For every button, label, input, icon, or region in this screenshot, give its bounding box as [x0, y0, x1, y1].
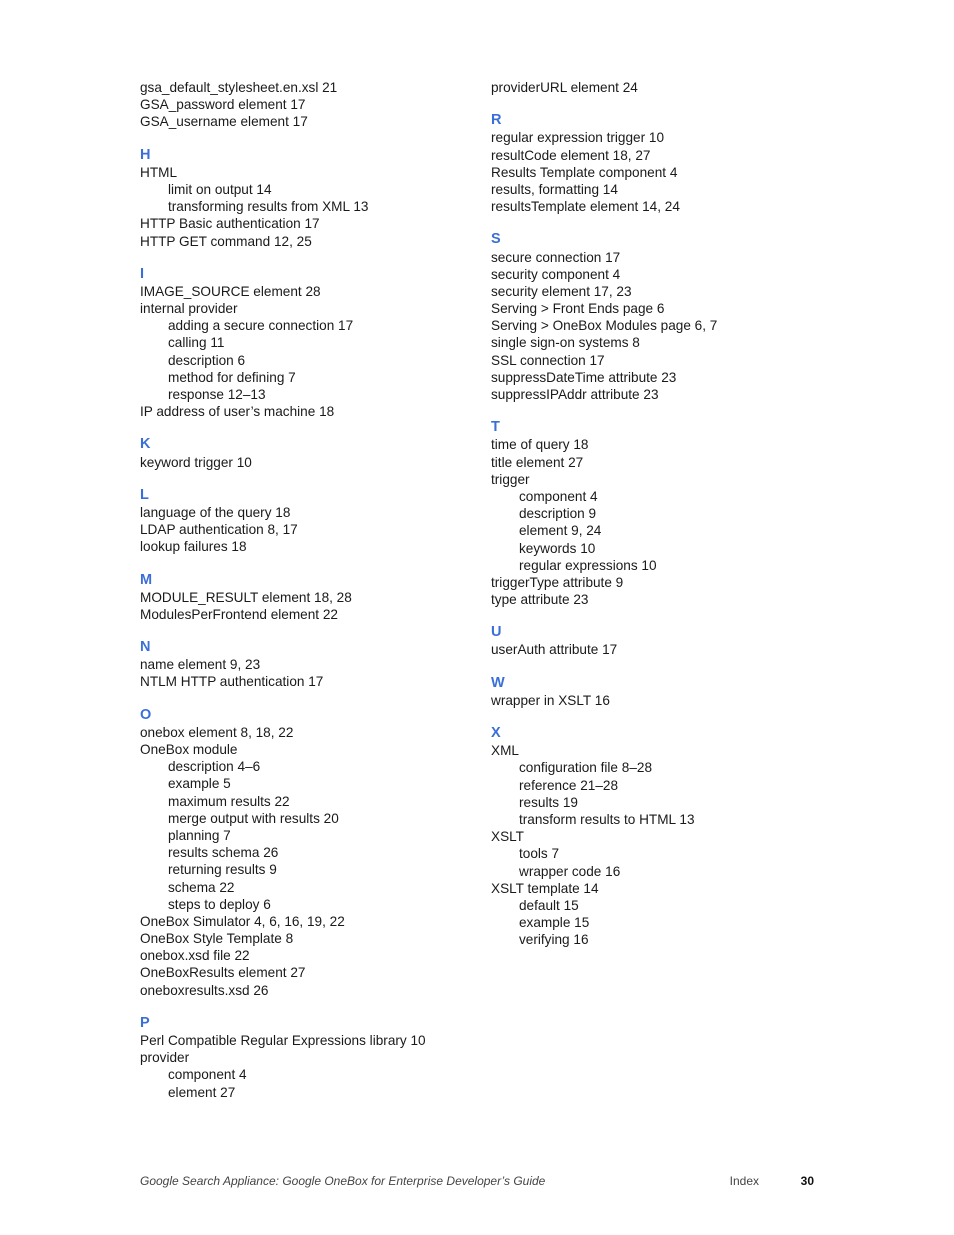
index-entry: title element 27 — [491, 454, 584, 470]
index-section — [140, 266, 485, 421]
index-entry: OneBox Simulator 4, 6, 16, 19, 22 — [140, 913, 345, 929]
index-entry: suppressIPAddr attribute 23 — [491, 387, 659, 402]
index-entry: keyword trigger 10 — [140, 454, 252, 470]
index-letter-heading: S — [491, 231, 501, 248]
index-subentry: maximum results 22 — [168, 793, 290, 809]
index-subentry: response 12–13 — [168, 387, 266, 402]
index-subentry: description 6 — [168, 352, 246, 368]
index-subentry: default 15 — [519, 897, 579, 913]
index-entry: security element 17, 23 — [491, 283, 632, 299]
index-entry: Perl Compatible Regular Expressions library 10 — [140, 1033, 426, 1048]
index-letter-heading: X — [491, 725, 501, 741]
index-entry: SSL connection 17 — [491, 352, 605, 368]
index-subentry: adding a secure connection 17 — [168, 318, 354, 334]
index-entry: GSA_username element 17 — [140, 114, 308, 130]
index-section — [140, 707, 485, 999]
index-section — [140, 639, 485, 691]
index-entry: Results Template component 4 — [491, 164, 678, 180]
index-entry: lookup failures 18 — [140, 539, 247, 555]
index-subentry: reference 21–28 — [519, 777, 619, 793]
index-entry: security component 4 — [491, 266, 621, 282]
index-entry: HTML — [140, 164, 178, 180]
index-section — [140, 487, 485, 556]
index-letter-heading: R — [491, 112, 502, 129]
index-section — [491, 419, 836, 608]
index-entry: resultCode element 18, 27 — [491, 147, 651, 163]
index-subentry: returning results 9 — [168, 862, 277, 878]
index-entry: name element 9, 23 — [140, 657, 261, 673]
index-subentry: transform results to HTML 13 — [519, 811, 695, 827]
index-entry: MODULE_RESULT element 18, 28 — [140, 589, 352, 605]
index-entry: XML — [491, 743, 519, 759]
index-subentry: regular expressions 10 — [519, 557, 657, 573]
index-entry: XSLT template 14 — [491, 880, 599, 896]
index-letter-heading: W — [491, 674, 505, 691]
index-entry: GSA_password element 17 — [140, 97, 306, 113]
index-entry: OneBoxResults element 27 — [140, 965, 306, 981]
index-entry: suppressDateTime attribute 23 — [491, 369, 677, 385]
index-entry: XSLT — [491, 829, 524, 845]
index-column-right — [491, 79, 836, 964]
index-subentry: component 4 — [519, 488, 598, 504]
index-entry: HTTP Basic authentication 17 — [140, 216, 320, 232]
index-entry: type attribute 23 — [491, 592, 589, 608]
index-entry: Serving > OneBox Modules page 6, 7 — [491, 318, 718, 334]
index-letter-heading: H — [140, 146, 151, 163]
index-entry: results, formatting 14 — [491, 181, 618, 197]
index-letter-heading: I — [140, 265, 145, 282]
index-subentry: configuration file 8–28 — [519, 760, 653, 776]
index-entry: secure connection 17 — [491, 249, 621, 265]
index-subentry: description 9 — [519, 506, 597, 522]
index-subentry: schema 22 — [168, 879, 235, 895]
index-entry: triggerType attribute 9 — [491, 574, 624, 590]
index-entry: onebox.xsd file 22 — [140, 948, 250, 964]
index-subentry: keywords 10 — [519, 540, 596, 556]
index-letter-heading: O — [140, 706, 152, 723]
index-entry: oneboxresults.xsd 26 — [140, 982, 269, 998]
footer-page-number: 30 — [800, 1174, 814, 1188]
index-entry: single sign-on systems 8 — [491, 335, 640, 351]
index-entry: gsa_default_stylesheet.en.xsl 21 — [140, 80, 338, 95]
index-entry: resultsTemplate element 14, 24 — [491, 199, 680, 215]
index-column-left — [140, 79, 485, 1117]
index-section — [140, 572, 485, 624]
index-letter-heading: K — [140, 436, 151, 453]
index-subentry: planning 7 — [168, 827, 231, 843]
footer-section-name: Index — [729, 1174, 759, 1188]
index-section — [491, 231, 836, 403]
index-letter-heading: T — [491, 419, 500, 436]
index-subentry: results 19 — [519, 794, 578, 810]
index-subentry: steps to deploy 6 — [168, 896, 271, 912]
index-section — [140, 1015, 485, 1101]
index-entry: OneBox Style Template 8 — [140, 931, 294, 947]
index-entry: Serving > Front Ends page 6 — [491, 301, 665, 317]
index-section — [491, 675, 836, 709]
index-section — [491, 624, 836, 658]
index-entry: OneBox module — [140, 742, 238, 757]
index-entry: IMAGE_SOURCE element 28 — [140, 283, 321, 299]
index-letter-heading: U — [491, 624, 502, 641]
index-letter-heading: L — [140, 486, 149, 503]
index-subentry: element 27 — [168, 1084, 236, 1100]
index-entry: regular expression trigger 10 — [491, 130, 665, 146]
index-subentry: verifying 16 — [519, 932, 589, 948]
index-subentry: calling 11 — [168, 335, 225, 351]
index-entry: ModulesPerFrontend element 22 — [140, 606, 338, 622]
index-section — [491, 79, 836, 96]
index-subentry: limit on output 14 — [168, 181, 272, 197]
index-subentry: method for defining 7 — [168, 369, 296, 385]
index-subentry: example 5 — [168, 776, 231, 792]
index-section — [140, 436, 485, 470]
index-subentry: element 9, 24 — [519, 523, 602, 539]
index-entry: NTLM HTTP authentication 17 — [140, 674, 324, 690]
index-subentry: merge output with results 20 — [168, 810, 339, 826]
index-subentry: transforming results from XML 13 — [168, 199, 369, 215]
index-entry: onebox element 8, 18, 22 — [140, 724, 294, 740]
index-section — [491, 725, 836, 948]
index-entry: trigger — [491, 471, 530, 487]
index-entry: time of query 18 — [491, 437, 589, 453]
index-entry: LDAP authentication 8, 17 — [140, 522, 298, 538]
index-entry: language of the query 18 — [140, 504, 291, 520]
index-section — [140, 79, 485, 131]
index-entry: provider — [140, 1050, 190, 1066]
index-letter-heading: N — [140, 639, 151, 656]
index-entry: HTTP GET command 12, 25 — [140, 233, 312, 249]
index-entry: providerURL element 24 — [491, 80, 638, 95]
index-section — [491, 112, 836, 215]
index-letter-heading: M — [140, 571, 153, 588]
index-subentry: tools 7 — [519, 846, 560, 862]
index-letter-heading: P — [140, 1014, 150, 1031]
index-subentry: results schema 26 — [168, 845, 279, 861]
page-footer — [140, 1174, 815, 1190]
index-subentry: description 4–6 — [168, 759, 261, 775]
index-entry: IP address of user’s machine 18 — [140, 404, 335, 420]
index-subentry: component 4 — [168, 1067, 247, 1083]
index-entry: internal provider — [140, 301, 238, 317]
index-entry: wrapper in XSLT 16 — [491, 692, 610, 708]
index-entry: userAuth attribute 17 — [491, 642, 618, 658]
footer-document-title: Google Search Appliance: Google OneBox for Enterprise Developer’s Guide — [140, 1174, 546, 1188]
index-subentry: example 15 — [519, 915, 590, 931]
index-subentry: wrapper code 16 — [519, 863, 621, 879]
index-section — [140, 147, 485, 250]
